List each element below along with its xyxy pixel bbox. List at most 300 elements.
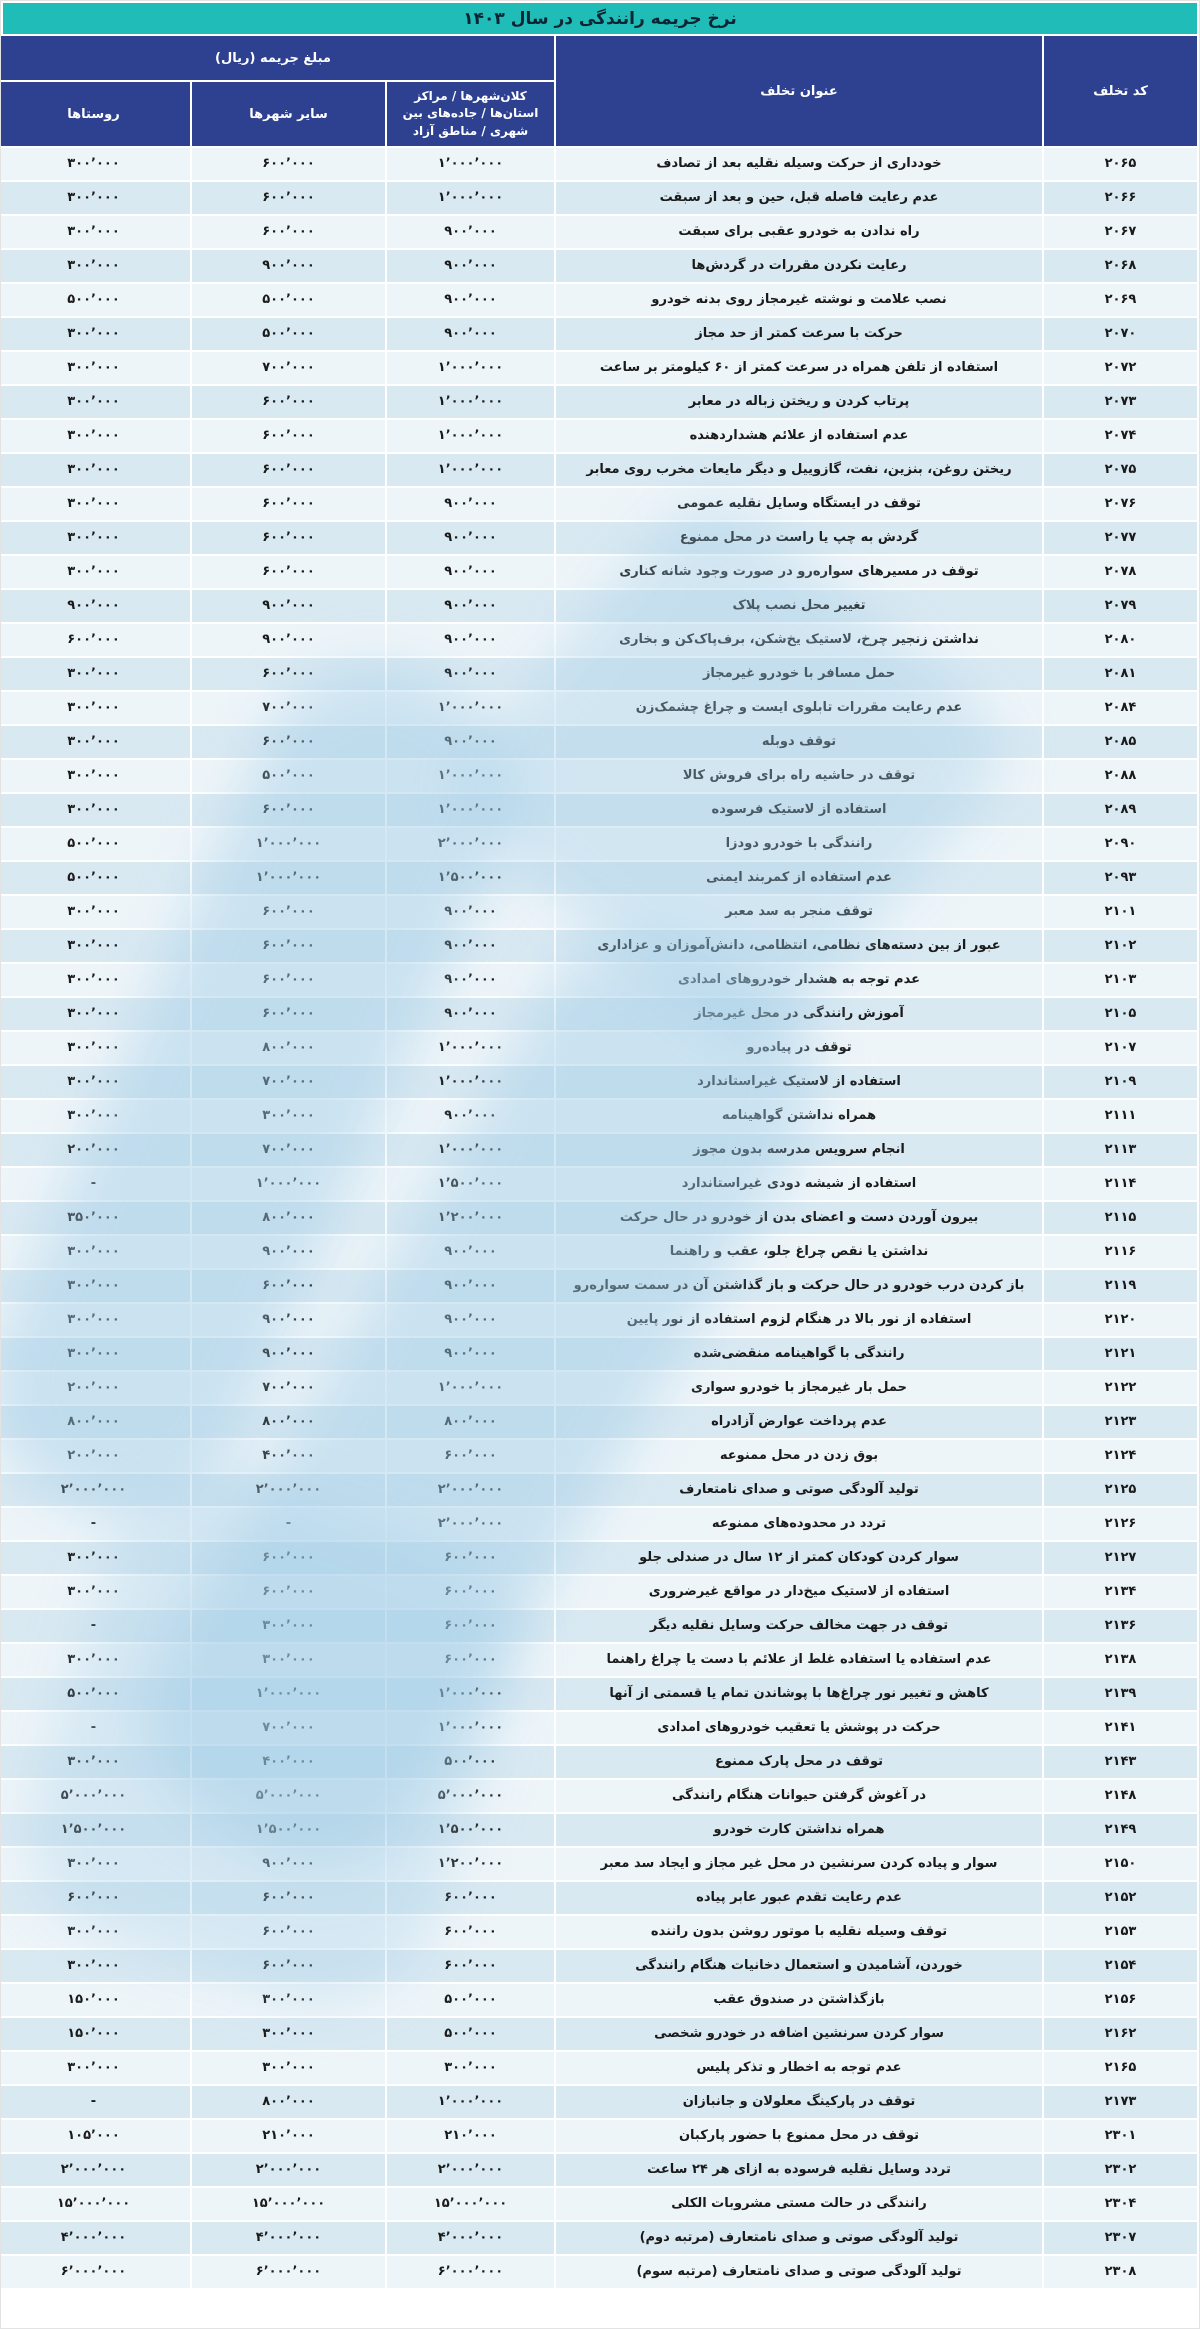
violation-title-cell: توقف منجر به سد معبر xyxy=(556,896,1042,928)
other-cities-fine-cell: ۱٬۰۰۰٬۰۰۰ xyxy=(192,862,385,894)
other-cities-fine-cell: ۵۰۰٬۰۰۰ xyxy=(192,284,385,316)
villages-fine-cell: ۶۰۰٬۰۰۰ xyxy=(0,624,190,656)
other-cities-fine-cell: ۴٬۰۰۰٬۰۰۰ xyxy=(192,2222,385,2254)
metro-fine-cell: ۹۰۰٬۰۰۰ xyxy=(387,1100,554,1132)
other-cities-fine-cell: ۱٬۵۰۰٬۰۰۰ xyxy=(192,1814,385,1846)
table-row xyxy=(3,794,1197,826)
violation-title-cell: توقف در جهت مخالف حرکت وسایل نقلیه دیگر xyxy=(556,1610,1042,1642)
code-cell: ۲۰۷۵ xyxy=(1044,454,1197,486)
code-cell: ۲۱۲۰ xyxy=(1044,1304,1197,1336)
violation-title-cell: خودداری از حرکت وسیله نقلیه بعد از تصادف xyxy=(556,148,1042,180)
violation-title-cell: استفاده از تلفن همراه در سرعت کمتر از ۶۰ کیلومتر بر ساعت xyxy=(556,352,1042,384)
table-row xyxy=(3,352,1197,384)
table-row xyxy=(3,624,1197,656)
violation-title-cell: در آغوش گرفتن حیوانات هنگام رانندگی xyxy=(556,1780,1042,1812)
code-cell: ۲۱۲۳ xyxy=(1044,1406,1197,1438)
villages-fine-cell: ۳۰۰٬۰۰۰ xyxy=(0,1304,190,1336)
table-row xyxy=(3,318,1197,350)
violation-title-cell: توقف در ایستگاه وسایل نقلیه عمومی xyxy=(556,488,1042,520)
metro-fine-cell: ۱٬۰۰۰٬۰۰۰ xyxy=(387,1678,554,1710)
violation-title-cell: نداشتن یا نقص چراغ جلو، عقب و راهنما xyxy=(556,1236,1042,1268)
metro-fine-cell: ۹۰۰٬۰۰۰ xyxy=(387,522,554,554)
villages-fine-cell: ۳۰۰٬۰۰۰ xyxy=(0,182,190,214)
violation-title-cell: رانندگی با خودرو دودزا xyxy=(556,828,1042,860)
violation-title-cell: رعایت نکردن مقررات در گردش‌ها xyxy=(556,250,1042,282)
violation-title-cell: توقف وسیله نقلیه با موتور روشن بدون راننده xyxy=(556,1916,1042,1948)
other-cities-fine-cell: ۳۰۰٬۰۰۰ xyxy=(192,1644,385,1676)
other-cities-fine-cell: ۹۰۰٬۰۰۰ xyxy=(192,590,385,622)
other-cities-fine-cell: ۱٬۰۰۰٬۰۰۰ xyxy=(192,1168,385,1200)
violation-title-cell: عدم استفاده یا استفاده غلط از علائم با دست یا چراغ راهنما xyxy=(556,1644,1042,1676)
villages-fine-cell: ۶۰۰٬۰۰۰ xyxy=(0,1882,190,1914)
code-cell: ۲۱۱۵ xyxy=(1044,1202,1197,1234)
metro-fine-cell: ۱٬۰۰۰٬۰۰۰ xyxy=(387,2086,554,2118)
violation-title-cell: عدم رعایت تقدم عبور عابر پیاده xyxy=(556,1882,1042,1914)
table-row xyxy=(3,1814,1197,1846)
villages-fine-cell: ۳۰۰٬۰۰۰ xyxy=(0,1542,190,1574)
villages-fine-cell: ۳۰۰٬۰۰۰ xyxy=(0,556,190,588)
code-cell: ۲۰۸۸ xyxy=(1044,760,1197,792)
table-row xyxy=(3,1168,1197,1200)
violation-title-cell: تردد وسایل نقلیه فرسوده به ازای هر ۲۴ ساعت xyxy=(556,2154,1042,2186)
violation-title-cell: بیرون آوردن دست و اعضای بدن از خودرو در حال حرکت xyxy=(556,1202,1042,1234)
other-cities-fine-cell: ۶۰۰٬۰۰۰ xyxy=(192,794,385,826)
violation-title-cell: توقف در حاشیه راه برای فروش کالا xyxy=(556,760,1042,792)
table-row xyxy=(3,1032,1197,1064)
metro-fine-cell: ۸۰۰٬۰۰۰ xyxy=(387,1406,554,1438)
violation-title-cell: خوردن، آشامیدن و استعمال دخانیات هنگام رانندگی xyxy=(556,1950,1042,1982)
violation-title-cell: توقف در محل پارک ممنوع xyxy=(556,1746,1042,1778)
table-row xyxy=(3,862,1197,894)
code-cell: ۲۱۲۲ xyxy=(1044,1372,1197,1404)
code-cell: ۲۱۰۹ xyxy=(1044,1066,1197,1098)
code-cell: ۲۱۰۷ xyxy=(1044,1032,1197,1064)
code-cell: ۲۱۲۵ xyxy=(1044,1474,1197,1506)
table-row xyxy=(3,1848,1197,1880)
violation-title-cell: سوار کردن سرنشین اضافه در خودرو شخصی xyxy=(556,2018,1042,2050)
other-cities-fine-cell: ۲٬۰۰۰٬۰۰۰ xyxy=(192,2154,385,2186)
other-cities-fine-cell: ۸۰۰٬۰۰۰ xyxy=(192,1406,385,1438)
table-row xyxy=(3,454,1197,486)
code-cell: ۲۰۷۰ xyxy=(1044,318,1197,350)
violation-title-cell: بوق زدن در محل ممنوعه xyxy=(556,1440,1042,1472)
violation-title-cell: رانندگی با گواهینامه منقضی‌شده xyxy=(556,1338,1042,1370)
table-row xyxy=(3,590,1197,622)
metro-fine-cell: ۹۰۰٬۰۰۰ xyxy=(387,896,554,928)
table-row xyxy=(3,1338,1197,1370)
other-cities-fine-cell: ۱٬۰۰۰٬۰۰۰ xyxy=(192,828,385,860)
other-cities-fine-cell: ۴۰۰٬۰۰۰ xyxy=(192,1440,385,1472)
table-row xyxy=(3,1508,1197,1540)
other-cities-fine-cell: ۶۰۰٬۰۰۰ xyxy=(192,1542,385,1574)
villages-fine-cell: ۳۰۰٬۰۰۰ xyxy=(0,896,190,928)
violation-title-cell: سوار کردن کودکان کمتر از ۱۲ سال در صندلی جلو xyxy=(556,1542,1042,1574)
code-cell: ۲۳۰۸ xyxy=(1044,2256,1197,2288)
column-header-other-cities: سایر شهرها xyxy=(192,82,385,146)
code-cell: ۲۱۴۱ xyxy=(1044,1712,1197,1744)
violation-title-cell: همراه نداشتن کارت خودرو xyxy=(556,1814,1042,1846)
table-row xyxy=(3,2256,1197,2288)
other-cities-fine-cell: ۳۰۰٬۰۰۰ xyxy=(192,1610,385,1642)
villages-fine-cell: ۱۰۵٬۰۰۰ xyxy=(0,2120,190,2152)
villages-fine-cell: ۳۰۰٬۰۰۰ xyxy=(0,1576,190,1608)
metro-fine-cell: ۱٬۲۰۰٬۰۰۰ xyxy=(387,1202,554,1234)
code-cell: ۲۱۱۴ xyxy=(1044,1168,1197,1200)
code-cell: ۲۱۵۲ xyxy=(1044,1882,1197,1914)
other-cities-fine-cell: ۷۰۰٬۰۰۰ xyxy=(192,1372,385,1404)
code-cell: ۲۰۸۴ xyxy=(1044,692,1197,724)
metro-fine-cell: ۶۰۰٬۰۰۰ xyxy=(387,1542,554,1574)
other-cities-fine-cell: ۸۰۰٬۰۰۰ xyxy=(192,1032,385,1064)
metro-fine-cell: ۹۰۰٬۰۰۰ xyxy=(387,726,554,758)
table-row xyxy=(3,1882,1197,1914)
table-row xyxy=(3,1474,1197,1506)
table-row xyxy=(3,2052,1197,2084)
table-row xyxy=(3,2154,1197,2186)
violation-title-cell: استفاده از نور بالا در هنگام لزوم استفاده از نور پایین xyxy=(556,1304,1042,1336)
table-row xyxy=(3,1066,1197,1098)
villages-fine-cell: ۵۰۰٬۰۰۰ xyxy=(0,1678,190,1710)
other-cities-fine-cell: ۷۰۰٬۰۰۰ xyxy=(192,692,385,724)
violation-title-cell: استفاده از لاستیک میخ‌دار در مواقع غیرضروری xyxy=(556,1576,1042,1608)
violation-title-cell: تردد در محدوده‌های ممنوعه xyxy=(556,1508,1042,1540)
metro-fine-cell: ۹۰۰٬۰۰۰ xyxy=(387,1270,554,1302)
amount-header-block xyxy=(0,36,554,146)
code-cell: ۲۰۸۱ xyxy=(1044,658,1197,690)
code-cell: ۲۱۳۴ xyxy=(1044,1576,1197,1608)
metro-fine-cell: ۹۰۰٬۰۰۰ xyxy=(387,590,554,622)
table-row xyxy=(3,148,1197,180)
villages-fine-cell: ۳۰۰٬۰۰۰ xyxy=(0,726,190,758)
metro-fine-cell: ۴٬۰۰۰٬۰۰۰ xyxy=(387,2222,554,2254)
metro-fine-cell: ۱٬۰۰۰٬۰۰۰ xyxy=(387,148,554,180)
violation-title-cell: عدم توجه به هشدار خودروهای امدادی xyxy=(556,964,1042,996)
code-cell: ۲۱۰۲ xyxy=(1044,930,1197,962)
violation-title-cell: عدم توجه به اخطار و تذکر پلیس xyxy=(556,2052,1042,2084)
villages-fine-cell: ۳۰۰٬۰۰۰ xyxy=(0,148,190,180)
column-header-code: کد تخلف xyxy=(1044,36,1197,146)
metro-fine-cell: ۱٬۵۰۰٬۰۰۰ xyxy=(387,862,554,894)
villages-fine-cell: ۳۰۰٬۰۰۰ xyxy=(0,1270,190,1302)
metro-fine-cell: ۲۱۰٬۰۰۰ xyxy=(387,2120,554,2152)
other-cities-fine-cell: ۶۰۰٬۰۰۰ xyxy=(192,386,385,418)
metro-fine-cell: ۲٬۰۰۰٬۰۰۰ xyxy=(387,2154,554,2186)
metro-fine-cell: ۶۰۰٬۰۰۰ xyxy=(387,1950,554,1982)
code-cell: ۲۱۶۲ xyxy=(1044,2018,1197,2050)
other-cities-fine-cell: ۹۰۰٬۰۰۰ xyxy=(192,624,385,656)
code-cell: ۲۰۸۰ xyxy=(1044,624,1197,656)
other-cities-fine-cell: ۶۰۰٬۰۰۰ xyxy=(192,658,385,690)
villages-fine-cell: ۸۰۰٬۰۰۰ xyxy=(0,1406,190,1438)
metro-fine-cell: ۱٬۰۰۰٬۰۰۰ xyxy=(387,454,554,486)
villages-fine-cell: - xyxy=(0,1610,190,1642)
violation-title-cell: استفاده از لاستیک فرسوده xyxy=(556,794,1042,826)
violation-title-cell: بازگذاشتن در صندوق عقب xyxy=(556,1984,1042,2016)
table-row xyxy=(3,930,1197,962)
table-row xyxy=(3,964,1197,996)
table-body xyxy=(3,148,1197,2288)
table-row xyxy=(3,2086,1197,2118)
villages-fine-cell: ۳۰۰٬۰۰۰ xyxy=(0,352,190,384)
villages-fine-cell: ۵۰۰٬۰۰۰ xyxy=(0,284,190,316)
villages-fine-cell: ۳۰۰٬۰۰۰ xyxy=(0,1644,190,1676)
table-row xyxy=(3,420,1197,452)
villages-fine-cell: ۳۰۰٬۰۰۰ xyxy=(0,794,190,826)
other-cities-fine-cell: ۶۰۰٬۰۰۰ xyxy=(192,488,385,520)
code-cell: ۲۱۱۶ xyxy=(1044,1236,1197,1268)
code-cell: ۲۱۱۹ xyxy=(1044,1270,1197,1302)
table-row xyxy=(3,658,1197,690)
column-header-villages: روستاها xyxy=(0,82,190,146)
metro-fine-cell: ۶٬۰۰۰٬۰۰۰ xyxy=(387,2256,554,2288)
table-row xyxy=(3,488,1197,520)
violation-title-cell: حرکت در پوشش یا تعقیب خودروهای امدادی xyxy=(556,1712,1042,1744)
metro-fine-cell: ۱۵٬۰۰۰٬۰۰۰ xyxy=(387,2188,554,2220)
metro-fine-cell: ۱٬۰۰۰٬۰۰۰ xyxy=(387,1066,554,1098)
villages-fine-cell: ۲۰۰٬۰۰۰ xyxy=(0,1372,190,1404)
table-row xyxy=(3,1202,1197,1234)
metro-fine-cell: ۱٬۵۰۰٬۰۰۰ xyxy=(387,1814,554,1846)
code-cell: ۲۱۵۳ xyxy=(1044,1916,1197,1948)
villages-fine-cell: ۲۰۰٬۰۰۰ xyxy=(0,1134,190,1166)
other-cities-fine-cell: ۵٬۰۰۰٬۰۰۰ xyxy=(192,1780,385,1812)
metro-fine-cell: ۶۰۰٬۰۰۰ xyxy=(387,1610,554,1642)
metro-fine-cell: ۶۰۰٬۰۰۰ xyxy=(387,1576,554,1608)
metro-fine-cell: ۱٬۰۰۰٬۰۰۰ xyxy=(387,1372,554,1404)
code-cell: ۲۰۹۰ xyxy=(1044,828,1197,860)
code-cell: ۲۱۰۵ xyxy=(1044,998,1197,1030)
metro-fine-cell: ۹۰۰٬۰۰۰ xyxy=(387,488,554,520)
metro-fine-cell: ۱٬۰۰۰٬۰۰۰ xyxy=(387,1032,554,1064)
metro-fine-cell: ۱٬۰۰۰٬۰۰۰ xyxy=(387,760,554,792)
violation-title-cell: تولید آلودگی صوتی و صدای نامتعارف (مرتبه دوم) xyxy=(556,2222,1042,2254)
code-cell: ۲۱۲۱ xyxy=(1044,1338,1197,1370)
other-cities-fine-cell: ۶۰۰٬۰۰۰ xyxy=(192,420,385,452)
other-cities-fine-cell: ۶۰۰٬۰۰۰ xyxy=(192,216,385,248)
violation-title-cell: توقف در پارکینگ معلولان و جانبازان xyxy=(556,2086,1042,2118)
table-row xyxy=(3,1916,1197,1948)
other-cities-fine-cell: ۷۰۰٬۰۰۰ xyxy=(192,1134,385,1166)
other-cities-fine-cell: ۱۵٬۰۰۰٬۰۰۰ xyxy=(192,2188,385,2220)
table-row xyxy=(3,828,1197,860)
code-cell: ۲۰۷۸ xyxy=(1044,556,1197,588)
metro-fine-cell: ۹۰۰٬۰۰۰ xyxy=(387,930,554,962)
metro-fine-cell: ۱٬۰۰۰٬۰۰۰ xyxy=(387,420,554,452)
code-cell: ۲۰۷۶ xyxy=(1044,488,1197,520)
villages-fine-cell: ۳۰۰٬۰۰۰ xyxy=(0,488,190,520)
code-cell: ۲۱۵۴ xyxy=(1044,1950,1197,1982)
metro-fine-cell: ۲٬۰۰۰٬۰۰۰ xyxy=(387,828,554,860)
metro-fine-cell: ۹۰۰٬۰۰۰ xyxy=(387,624,554,656)
violation-title-cell: راه ندادن به خودرو عقبی برای سبقت xyxy=(556,216,1042,248)
metro-fine-cell: ۵۰۰٬۰۰۰ xyxy=(387,1746,554,1778)
other-cities-fine-cell: ۶۰۰٬۰۰۰ xyxy=(192,454,385,486)
table-row xyxy=(3,998,1197,1030)
villages-fine-cell: ۳۰۰٬۰۰۰ xyxy=(0,420,190,452)
metro-fine-cell: ۱٬۰۰۰٬۰۰۰ xyxy=(387,386,554,418)
violation-title-cell: تولید آلودگی صوتی و صدای نامتعارف xyxy=(556,1474,1042,1506)
metro-fine-cell: ۱٬۰۰۰٬۰۰۰ xyxy=(387,692,554,724)
violation-title-cell: استفاده از شیشه دودی غیراستاندارد xyxy=(556,1168,1042,1200)
metro-fine-cell: ۵٬۰۰۰٬۰۰۰ xyxy=(387,1780,554,1812)
villages-fine-cell: ۲۰۰٬۰۰۰ xyxy=(0,1440,190,1472)
metro-fine-cell: ۹۰۰٬۰۰۰ xyxy=(387,318,554,350)
violation-title-cell: پرتاب کردن و ریختن زباله در معابر xyxy=(556,386,1042,418)
other-cities-fine-cell: ۶۰۰٬۰۰۰ xyxy=(192,1576,385,1608)
violation-title-cell: عدم استفاده از کمربند ایمنی xyxy=(556,862,1042,894)
table-row xyxy=(3,1304,1197,1336)
violation-title-cell: تولید آلودگی صوتی و صدای نامتعارف (مرتبه سوم) xyxy=(556,2256,1042,2288)
other-cities-fine-cell: ۶۰۰٬۰۰۰ xyxy=(192,1916,385,1948)
violation-title-cell: گردش به چپ یا راست در محل ممنوع xyxy=(556,522,1042,554)
code-cell: ۲۰۹۳ xyxy=(1044,862,1197,894)
villages-fine-cell: ۳۰۰٬۰۰۰ xyxy=(0,250,190,282)
table-row xyxy=(3,1134,1197,1166)
other-cities-fine-cell: ۹۰۰٬۰۰۰ xyxy=(192,1304,385,1336)
code-cell: ۲۱۵۰ xyxy=(1044,1848,1197,1880)
table-row xyxy=(3,386,1197,418)
other-cities-fine-cell: ۹۰۰٬۰۰۰ xyxy=(192,1236,385,1268)
villages-fine-cell: ۳۰۰٬۰۰۰ xyxy=(0,692,190,724)
table-row xyxy=(3,182,1197,214)
violation-title-cell: سوار و پیاده کردن سرنشین در محل غیر مجاز و ایجاد سد معبر xyxy=(556,1848,1042,1880)
other-cities-fine-cell: ۱٬۰۰۰٬۰۰۰ xyxy=(192,1678,385,1710)
metro-fine-cell: ۲٬۰۰۰٬۰۰۰ xyxy=(387,1474,554,1506)
villages-fine-cell: ۵۰۰٬۰۰۰ xyxy=(0,862,190,894)
code-cell: ۲۱۷۳ xyxy=(1044,2086,1197,2118)
other-cities-fine-cell: ۷۰۰٬۰۰۰ xyxy=(192,1712,385,1744)
metro-fine-cell: ۹۰۰٬۰۰۰ xyxy=(387,216,554,248)
code-cell: ۲۱۰۳ xyxy=(1044,964,1197,996)
other-cities-fine-cell: ۵۰۰٬۰۰۰ xyxy=(192,760,385,792)
other-cities-fine-cell: ۶۰۰٬۰۰۰ xyxy=(192,1950,385,1982)
other-cities-fine-cell: ۹۰۰٬۰۰۰ xyxy=(192,1848,385,1880)
other-cities-fine-cell: ۶۰۰٬۰۰۰ xyxy=(192,182,385,214)
table-row xyxy=(3,1950,1197,1982)
other-cities-fine-cell: ۲۱۰٬۰۰۰ xyxy=(192,2120,385,2152)
table-row xyxy=(3,1712,1197,1744)
code-cell: ۲۰۷۷ xyxy=(1044,522,1197,554)
metro-fine-cell: ۱٬۰۰۰٬۰۰۰ xyxy=(387,182,554,214)
villages-fine-cell: ۹۰۰٬۰۰۰ xyxy=(0,590,190,622)
other-cities-fine-cell: ۶۰۰٬۰۰۰ xyxy=(192,896,385,928)
other-cities-fine-cell: ۷۰۰٬۰۰۰ xyxy=(192,352,385,384)
other-cities-fine-cell: ۶۰۰٬۰۰۰ xyxy=(192,930,385,962)
code-cell: ۲۰۷۳ xyxy=(1044,386,1197,418)
metro-fine-cell: ۹۰۰٬۰۰۰ xyxy=(387,964,554,996)
metro-fine-cell: ۹۰۰٬۰۰۰ xyxy=(387,250,554,282)
metro-fine-cell: ۱٬۲۰۰٬۰۰۰ xyxy=(387,1848,554,1880)
code-cell: ۲۳۰۲ xyxy=(1044,2154,1197,2186)
other-cities-fine-cell: ۳۰۰٬۰۰۰ xyxy=(192,2018,385,2050)
villages-fine-cell: ۳۰۰٬۰۰۰ xyxy=(0,658,190,690)
table-row xyxy=(3,250,1197,282)
code-cell: ۲۱۴۸ xyxy=(1044,1780,1197,1812)
metro-fine-cell: ۹۰۰٬۰۰۰ xyxy=(387,998,554,1030)
other-cities-fine-cell: ۴۰۰٬۰۰۰ xyxy=(192,1746,385,1778)
code-cell: ۲۱۳۹ xyxy=(1044,1678,1197,1710)
violation-title-cell: عبور از بین دسته‌های نظامی، انتظامی، دانش‌آموزان و عزاداری xyxy=(556,930,1042,962)
violation-title-cell: استفاده از لاستیک غیراستاندارد xyxy=(556,1066,1042,1098)
code-cell: ۲۱۴۳ xyxy=(1044,1746,1197,1778)
code-cell: ۲۱۶۵ xyxy=(1044,2052,1197,2084)
table-row xyxy=(3,896,1197,928)
metro-fine-cell: ۱٬۰۰۰٬۰۰۰ xyxy=(387,1712,554,1744)
other-cities-fine-cell: ۲٬۰۰۰٬۰۰۰ xyxy=(192,1474,385,1506)
table-row xyxy=(3,1372,1197,1404)
code-cell: ۲۰۶۵ xyxy=(1044,148,1197,180)
table-row xyxy=(3,1270,1197,1302)
code-cell: ۲۳۰۱ xyxy=(1044,2120,1197,2152)
metro-fine-cell: ۱٬۰۰۰٬۰۰۰ xyxy=(387,352,554,384)
other-cities-fine-cell: ۶۰۰٬۰۰۰ xyxy=(192,522,385,554)
villages-fine-cell: ۳۰۰٬۰۰۰ xyxy=(0,760,190,792)
other-cities-fine-cell: ۹۰۰٬۰۰۰ xyxy=(192,1338,385,1370)
villages-fine-cell: - xyxy=(0,1168,190,1200)
violation-title-cell: توقف در پیاده‌رو xyxy=(556,1032,1042,1064)
villages-fine-cell: ۱٬۵۰۰٬۰۰۰ xyxy=(0,1814,190,1846)
other-cities-fine-cell: ۶۰۰٬۰۰۰ xyxy=(192,556,385,588)
table-row xyxy=(3,1542,1197,1574)
violation-title-cell: نصب علامت و نوشته غیرمجاز روی بدنه خودرو xyxy=(556,284,1042,316)
table-row xyxy=(3,1780,1197,1812)
table-row xyxy=(3,522,1197,554)
other-cities-fine-cell: ۳۰۰٬۰۰۰ xyxy=(192,1984,385,2016)
violation-title-cell: انجام سرویس مدرسه بدون مجوز xyxy=(556,1134,1042,1166)
code-cell: ۲۰۸۹ xyxy=(1044,794,1197,826)
villages-fine-cell: ۳۰۰٬۰۰۰ xyxy=(0,1916,190,1948)
other-cities-fine-cell: ۷۰۰٬۰۰۰ xyxy=(192,1066,385,1098)
violation-title-cell: ریختن روغن، بنزین، نفت، گازوییل و دیگر مایعات مخرب روی معابر xyxy=(556,454,1042,486)
villages-fine-cell: ۱۵۰٬۰۰۰ xyxy=(0,1984,190,2016)
code-cell: ۲۳۰۷ xyxy=(1044,2222,1197,2254)
villages-fine-cell: ۲٬۰۰۰٬۰۰۰ xyxy=(0,2154,190,2186)
table-row xyxy=(3,1610,1197,1642)
other-cities-fine-cell: ۶۰۰٬۰۰۰ xyxy=(192,964,385,996)
other-cities-fine-cell: ۹۰۰٬۰۰۰ xyxy=(192,250,385,282)
other-cities-fine-cell: - xyxy=(192,1508,385,1540)
villages-fine-cell: ۳۰۰٬۰۰۰ xyxy=(0,1338,190,1370)
code-cell: ۲۰۷۲ xyxy=(1044,352,1197,384)
villages-fine-cell: ۳۰۰٬۰۰۰ xyxy=(0,216,190,248)
violation-title-cell: حمل بار غیرمجاز با خودرو سواری xyxy=(556,1372,1042,1404)
other-cities-fine-cell: ۳۰۰٬۰۰۰ xyxy=(192,1100,385,1132)
code-cell: ۲۱۲۴ xyxy=(1044,1440,1197,1472)
code-cell: ۲۰۸۵ xyxy=(1044,726,1197,758)
violation-title-cell: کاهش و تغییر نور چراغ‌ها با پوشاندن تمام یا قسمتی از آنها xyxy=(556,1678,1042,1710)
violation-title-cell: توقف دوبله xyxy=(556,726,1042,758)
other-cities-fine-cell: ۵۰۰٬۰۰۰ xyxy=(192,318,385,350)
table-row xyxy=(3,1406,1197,1438)
table-row xyxy=(3,1100,1197,1132)
villages-fine-cell: ۳۰۰٬۰۰۰ xyxy=(0,930,190,962)
villages-fine-cell: ۳۰۰٬۰۰۰ xyxy=(0,1066,190,1098)
metro-fine-cell: ۱٬۰۰۰٬۰۰۰ xyxy=(387,1134,554,1166)
villages-fine-cell: ۶٬۰۰۰٬۰۰۰ xyxy=(0,2256,190,2288)
metro-fine-cell: ۶۰۰٬۰۰۰ xyxy=(387,1882,554,1914)
metro-fine-cell: ۹۰۰٬۰۰۰ xyxy=(387,556,554,588)
table-row xyxy=(3,1644,1197,1676)
villages-fine-cell: ۳۰۰٬۰۰۰ xyxy=(0,1950,190,1982)
metro-fine-cell: ۱٬۵۰۰٬۰۰۰ xyxy=(387,1168,554,1200)
villages-fine-cell: - xyxy=(0,1712,190,1744)
metro-fine-cell: ۲٬۰۰۰٬۰۰۰ xyxy=(387,1508,554,1540)
violation-title-cell: نداشتن زنجیر چرخ، لاستیک یخ‌شکن، برف‌پاک‌کن و بخاری xyxy=(556,624,1042,656)
other-cities-fine-cell: ۸۰۰٬۰۰۰ xyxy=(192,2086,385,2118)
other-cities-fine-cell: ۶۰۰٬۰۰۰ xyxy=(192,1882,385,1914)
column-header-amount-group: مبلغ جریمه (ریال) xyxy=(0,36,554,80)
other-cities-fine-cell: ۸۰۰٬۰۰۰ xyxy=(192,1202,385,1234)
